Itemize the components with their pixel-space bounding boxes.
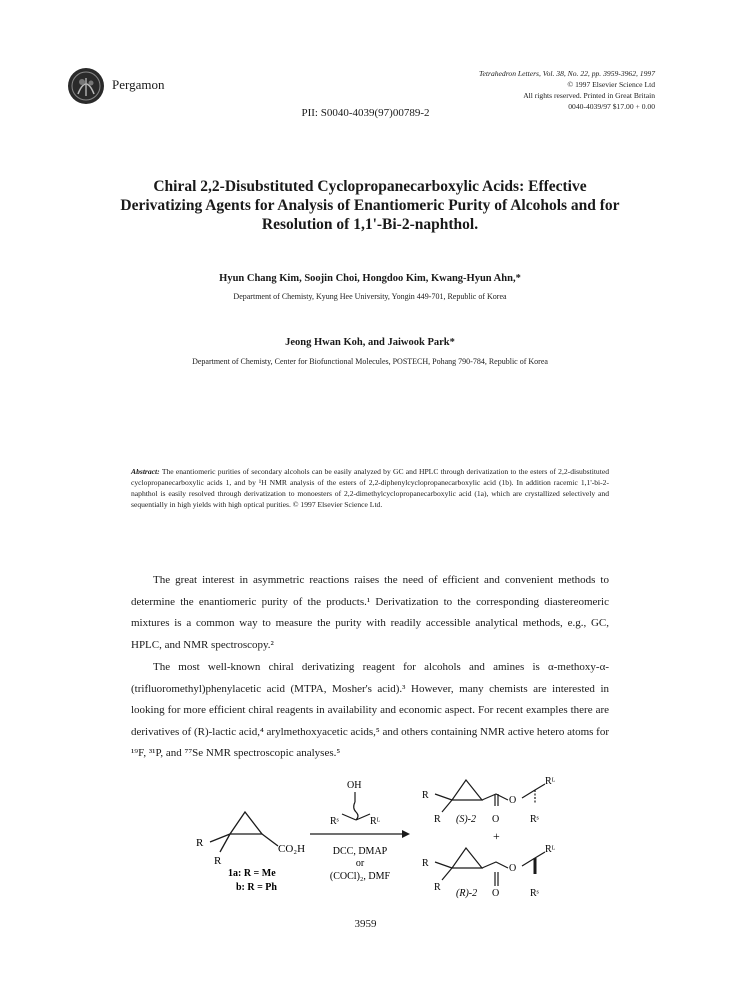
body-paragraph-2: The most well-known chiral derivatizing reagent for alcohols and amines is α-methoxy-α-(trifluoromethyl)phenylacetic acid (MTPA, Mosher's acid).³ However, many chemists are interested in looking for more efficient chiral reagents in availability and economic aspect. For recent examples there are derivatives of (R)-lactic acid,⁴ arylmethoxyacetic acids,⁵ and others containing NMR active hetero atoms for ¹⁹F, ³¹P, and ⁷⁷Se NMR spectroscopic analyses.⁵	[131, 661, 609, 760]
pii-line: PII: S0040-4039(97)00789-2	[301, 107, 430, 119]
title-line: Resolution of 1,1'-Bi-2-naphthol.	[261, 216, 479, 233]
publisher-name: Pergamon	[112, 77, 165, 92]
acid-r2: R	[214, 855, 222, 867]
condition-1: DCC, DMAP	[332, 846, 388, 857]
paper-title	[90, 177, 650, 234]
s-ester-o: O	[509, 795, 517, 806]
compound-1a-label: 1a: R = Me	[228, 868, 276, 879]
acid-r1: R	[196, 837, 204, 849]
abstract	[131, 466, 609, 510]
page-number: 3959	[354, 918, 377, 930]
condition-2: (COCl)₂, DMF	[329, 871, 391, 882]
plus-sign: +	[493, 829, 500, 843]
abstract-label: Abstract:	[131, 467, 160, 476]
r-ester-rs: Rˢ	[530, 888, 539, 899]
copyright-line: © 1997 Elsevier Science Ltd	[567, 80, 655, 89]
s-ester-r1: R	[422, 790, 429, 801]
elsevier-logo	[66, 66, 106, 106]
abstract-text: The enantiomeric purities of secondary alcohols can be easily analyzed by GC and HPLC through derivatization to the esters of 2,2-disubstituted cyclopropanecarboxylic acids 1, and by ¹H NMR analysis of the esters of 2,2-diphenylcyclopropanecarboxylic acid (1b). In addition racemic 1,1'-bi-2-naphthol is easily resolved through derivatization to monoesters of 2,2-dimethylcyclopropanecarboxylic acid (1a), which are crystallized selectively and sequentially in high yields with high optical purities. © 1997 Elsevier Science Ltd.	[131, 467, 610, 509]
author-group-2: Jeong Hwan Koh, and Jaiwook Park*	[285, 337, 455, 348]
s-ester-rl: Rᴸ	[545, 776, 556, 787]
r-ester-o: O	[509, 863, 517, 874]
alcohol-rs: Rˢ	[330, 816, 339, 827]
acid-cooh: CO₂H	[278, 843, 306, 855]
title-line: Derivatizing Agents for Analysis of Enantiomeric Purity of Alcohols and for	[120, 197, 620, 214]
s-ester-r2: R	[434, 814, 441, 825]
s-ester-structure	[435, 780, 545, 812]
journal-line: Tetrahedron Letters, Vol. 38, No. 22, pp. 3959-3962, 1997	[479, 69, 655, 78]
alcohol-structure	[342, 792, 370, 820]
r-ester-r1: R	[422, 858, 429, 869]
r-ester-structure	[435, 848, 545, 886]
issn-line: 0040-4039/97 $17.00 + 0.00	[568, 102, 655, 111]
compound-1b-label: b: R = Ph	[236, 882, 277, 893]
r-ester-carbonyl-o: O	[492, 888, 500, 899]
r-ester-r2: R	[434, 882, 441, 893]
s-ester-label: (S)-2	[456, 814, 476, 825]
body-paragraph-1: The great interest in asymmetric reactions raises the need of efficient and convenient methods to determine the enantiomeric purity of the products.¹ Derivatization to the corresponding diastereomeric mixtures is a common way to measure the purity with readily accessible analytical methods, e.g., GC, HPLC, and NMR spectroscopy.²	[131, 574, 609, 651]
acid-structure	[210, 812, 278, 852]
author-group-1: Hyun Chang Kim, Soojin Choi, Hongdoo Kim, Kwang-Hyun Ahn,*	[219, 273, 521, 284]
condition-or: or	[355, 858, 365, 869]
affiliation-2: Department of Chemisty, Center for Biofunctional Molecules, POSTECH, Pohang 790-784, Republic of Korea	[192, 357, 548, 366]
journal-info	[479, 68, 655, 112]
r-ester-label: (R)-2	[456, 888, 478, 899]
rights-line: All rights reserved. Printed in Great Britain	[523, 91, 655, 100]
s-ester-rs: Rˢ	[530, 814, 539, 825]
alcohol-rl: Rᴸ	[370, 816, 381, 827]
title-line: Chiral 2,2-Disubstituted Cyclopropanecarboxylic Acids: Effective	[153, 178, 587, 195]
reaction-arrow	[310, 830, 410, 838]
affiliation-1: Department of Chemisty, Kyung Hee University, Yongin 449-701, Republic of Korea	[233, 292, 507, 301]
reaction-scheme	[190, 772, 610, 912]
r-ester-rl: Rᴸ	[545, 844, 556, 855]
s-ester-carbonyl-o: O	[492, 814, 500, 825]
alcohol-oh: OH	[347, 780, 362, 791]
